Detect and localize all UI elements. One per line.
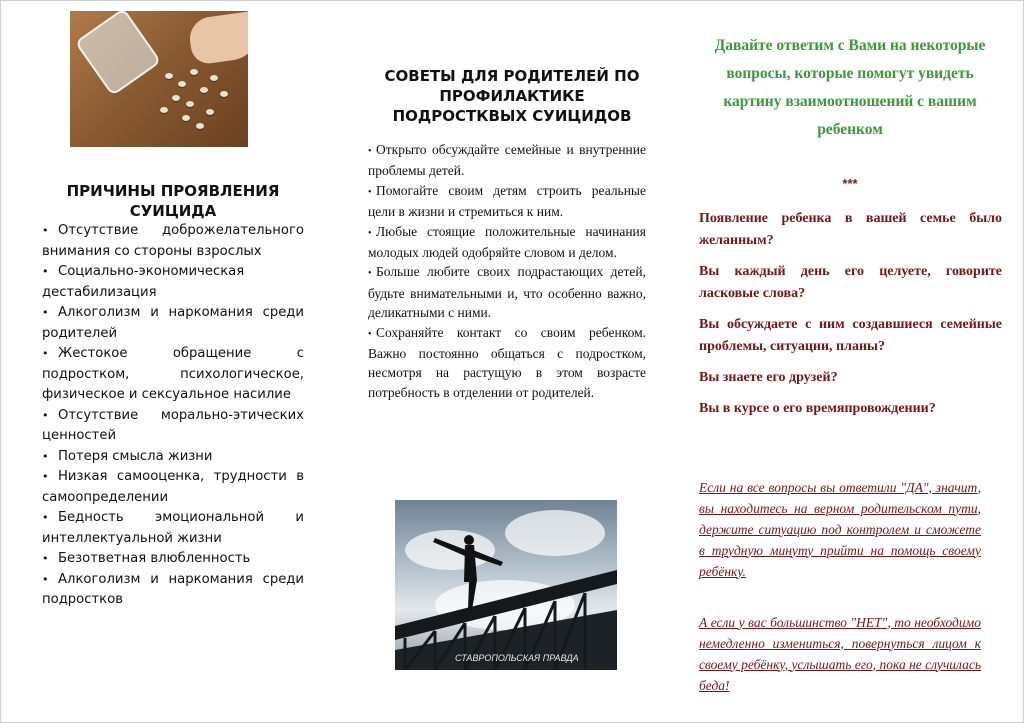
causes-list [42,221,304,611]
tips-list [368,140,646,402]
list-item: • Больше любите своих подрастающих детей, будьте внимательными и, что особенно важно, деликатными с ними. [368,264,646,321]
note-mostly-no: А если у вас большинство "НЕТ", то необходимо немедленно измениться, повернуться лицом к своему ребёнку, услышать его, пока не случилась беда! [699,614,981,693]
questions-panel [680,0,1024,723]
list-item: • Социально-экономическая дестабилизация [42,264,245,300]
causes-panel [0,0,340,723]
questions-heading: Давайте ответим с Вами на некоторые вопросы, которые помогут увидеть картину взаимоотношений с вашим ребенком [714,37,986,138]
stars-divider: *** [842,176,858,191]
bullet-icon: • [42,511,49,524]
list-item: • Бедность эмоциональной и интеллектуальной жизни [42,510,304,546]
tips-title: СОВЕТЫ ДЛЯ РОДИТЕЛЕЙ ПО ПРОФИЛАКТИКЕ ПОДРОСТКВЫХ СУИЦИДОВ [384,67,640,125]
question-item: Появление ребенка в вашей семье было желанным? [699,211,1002,248]
list-item: • Любые стоящие положительные начинания молодых людей одобряйте словом и делом. [368,223,646,261]
bridge-silhouette-photo [395,500,617,670]
list-item: • Потеря смысла жизни [42,447,304,468]
list-item: • Открыто обсуждайте семейные и внутренние проблемы детей. [368,142,646,179]
bullet-icon: • [42,470,49,483]
list-item: • Жестокое обращение с подростком, психологическое, физическое и сексуальное насилие [42,346,304,402]
list-item: • Алкоголизм и наркомания среди подростков [42,571,304,607]
bridge-silhouette-icon [395,500,617,670]
bullet-icon: • [368,227,372,239]
bullet-icon: • [368,186,372,198]
note-all-yes: Если на все вопросы вы ответили "ДА", значит, вы находитесь на верном родительском пути, держите ситуацию под контролем и сможете в трудную минуту прийти на помощь своему ребёнку. [699,479,981,579]
bullet-icon: • [42,306,49,319]
bullet-icon: • [42,572,49,586]
photo-caption: СТАВРОПОЛЬСКАЯ ПРАВДА [455,653,579,663]
bullet-icon: • [42,552,49,565]
hand-icon [187,11,248,66]
question-item: Вы каждый день его целуете, говорите ласковые слова? [699,264,1002,301]
glass-icon [74,11,161,96]
list-item: • Отсутствие доброжелательного внимания со стороны взрослых [42,223,304,259]
bullet-icon: • [42,265,49,278]
list-item: • Помогайте своим детям строить реальные цели в жизни и стремиться к ним. [368,182,646,220]
question-item: Вы обсуждаете с ним создавшиеся семейные проблемы, ситуации, планы? [699,317,1002,354]
list-item: • Алкоголизм и наркомания среди родителей [42,305,304,341]
bullet-icon: • [42,408,49,422]
question-item: Вы в курсе о его времяпровождении? [699,401,936,416]
bullet-icon: • [42,347,49,360]
bullet-icon: • [368,328,372,340]
tips-panel [340,0,680,723]
list-item: • Безответная влюбленность [42,549,304,570]
spilled-pills-photo [70,11,248,147]
bullet-icon: • [368,146,372,157]
bullet-icon: • [42,449,49,463]
list-item: • Сохраняйте контакт со своим ребенком. Важно постоянно общаться с подростком, несмотря на растущую в этом возрасте потребность в отделении от родителей. [368,324,646,400]
list-item: • Низкая самооценка, трудности в самоопределении [42,469,304,505]
list-item: • Отсутствие морально-этических ценностей [42,407,304,443]
questions-list [699,208,1002,429]
question-item: Вы знаете его друзей? [699,370,838,385]
causes-title: ПРИЧИНЫ ПРОЯВЛЕНИЯ СУИЦИДА [66,182,280,220]
bullet-icon: • [368,268,372,280]
bullet-icon: • [42,224,49,237]
